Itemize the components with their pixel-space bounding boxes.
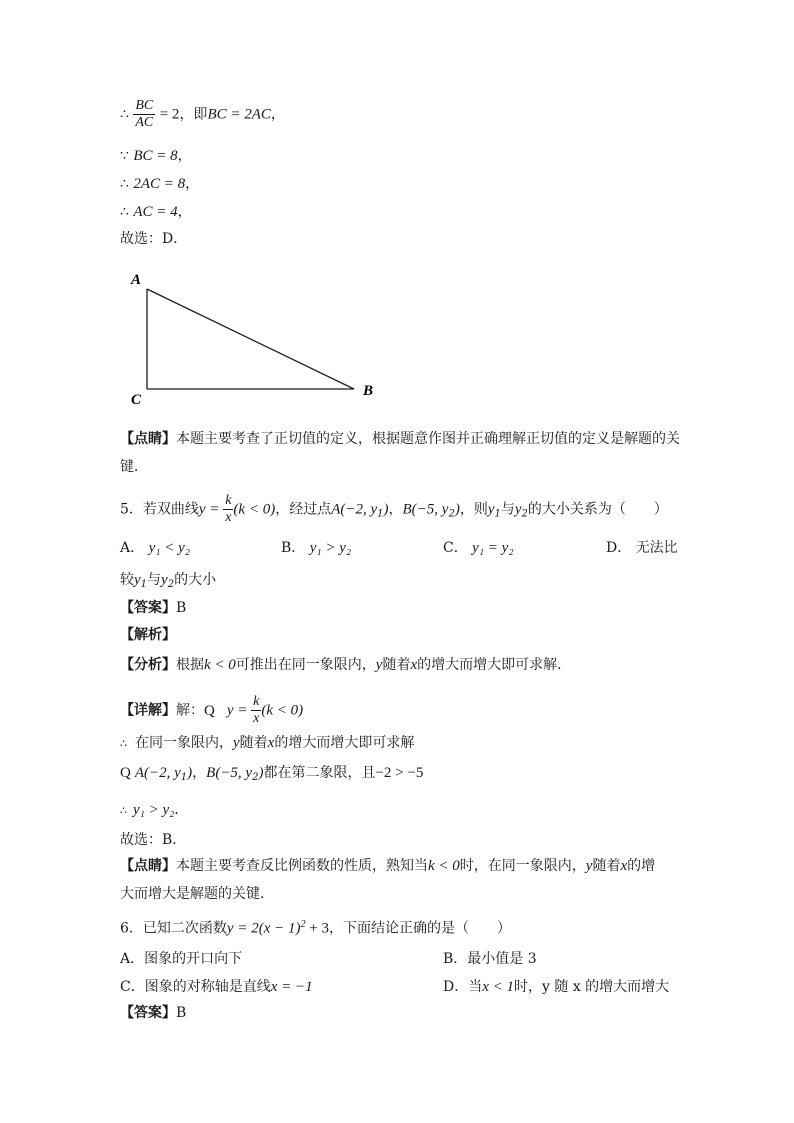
text: 6．已知二次函数 xyxy=(120,920,227,937)
equation-bc-8: BC = 8 xyxy=(133,148,178,164)
q5-option-d[interactable] xyxy=(606,538,678,558)
text: 随着 xyxy=(382,657,411,673)
subscript: 2 xyxy=(252,772,259,783)
detail-fraction-k-over-x xyxy=(251,694,261,727)
q5-stem-text: 与 xyxy=(500,501,515,518)
equals-two: = 2 xyxy=(159,106,180,123)
var-x: x xyxy=(267,735,275,751)
q6-stem xyxy=(120,915,511,939)
text: 较 xyxy=(120,572,134,588)
q5-option-d-continued xyxy=(120,570,216,595)
because-glyph: Q xyxy=(120,765,131,781)
var-x: x xyxy=(620,858,628,874)
answer-value: B xyxy=(176,1005,187,1021)
q5-option-a[interactable] xyxy=(120,538,190,558)
math: x = −1 xyxy=(270,979,313,995)
comment-line-2: 键． xyxy=(120,459,148,475)
text: 随着 xyxy=(239,735,268,751)
var-y: y xyxy=(585,858,593,874)
comment-tag: 【点睛】 xyxy=(120,431,176,447)
comma: ， xyxy=(192,765,207,781)
option-value: y₁ > y₂ xyxy=(309,540,352,556)
fraction-numerator: k xyxy=(225,493,232,508)
fraction-numerator: BC xyxy=(135,98,154,113)
subscript: 2 xyxy=(448,508,455,520)
punctuation: ， xyxy=(270,106,285,123)
exponent: 2 xyxy=(300,919,306,930)
subscript: 1 xyxy=(140,579,148,590)
q5-point-a: A(−2, y xyxy=(331,501,378,518)
text: 时，y 随 x 的增大而增大 xyxy=(514,979,670,995)
vertex-label-a: A xyxy=(131,272,142,288)
q5-choose: 故选：B． xyxy=(120,832,187,848)
q5-answer xyxy=(120,598,186,618)
vertex-label-b: B xyxy=(363,383,374,399)
vertex-label-c: C xyxy=(131,392,142,408)
text: ，下面结论正确的是（ ） xyxy=(328,920,511,937)
analysis-tag: 【解析】 xyxy=(120,627,176,643)
text: 本题主要考查反比例函数的性质，熟知当 xyxy=(176,858,428,874)
q6-option-c[interactable] xyxy=(120,977,313,997)
option-value: y₁ < y₂ xyxy=(148,540,190,556)
q5-step-4 xyxy=(120,800,188,821)
option-label: C． xyxy=(443,540,468,556)
fraction-numerator: k xyxy=(253,694,260,709)
math-k-lt-0: k < 0 xyxy=(428,858,460,874)
text: 根据 xyxy=(176,657,204,673)
q5-option-c[interactable] xyxy=(443,538,514,558)
q6-option-d[interactable] xyxy=(443,977,669,997)
answer-line-d: 故选：D． xyxy=(120,231,188,247)
paren: ) xyxy=(258,765,264,781)
q6-option-b[interactable]: B．最小值是 3 xyxy=(443,951,537,967)
equation-bc-2ac: BC = 2AC xyxy=(207,106,271,123)
point-a: A(−2, y xyxy=(134,765,181,781)
connector-text: ，即 xyxy=(179,106,208,123)
option-value: 无法比 xyxy=(635,540,678,556)
var-y1: y xyxy=(487,501,495,518)
q5-eq-y: y = xyxy=(198,501,224,518)
detail-tag: 【详解】 xyxy=(120,702,176,719)
eq-part: y = 2 xyxy=(226,920,259,937)
text: 可推出在同一象限内， xyxy=(235,657,376,673)
comment-text: 本题主要考查了正切值的定义，根据题意作图并正确理解正切值的定义是解题的关 xyxy=(176,431,680,447)
fraction-denominator: x xyxy=(253,711,260,726)
var-y2: y xyxy=(161,572,168,588)
q5-step-2 xyxy=(120,733,414,754)
dianjing-tag: 【点睛】 xyxy=(120,858,176,874)
subscript: 2 xyxy=(167,579,175,590)
text: 的大小 xyxy=(174,572,217,588)
q6-answer xyxy=(120,1003,186,1023)
option-label: B． xyxy=(281,540,306,556)
var-y1: y xyxy=(134,572,141,588)
text: 随着 xyxy=(592,858,621,874)
q5-dianjing-line-2: 大而增大是解题的关键． xyxy=(120,886,274,902)
q5-step-3 xyxy=(120,763,423,788)
answer-tag: 【答案】 xyxy=(120,600,176,616)
option-value: y₁ = y₂ xyxy=(472,540,514,556)
text: 的增 xyxy=(627,858,656,874)
because-glyph: Q xyxy=(204,702,215,719)
q5-stem-text: ，经过点 xyxy=(275,501,332,518)
q5-condition: (k < 0) xyxy=(233,501,276,518)
text: 与 xyxy=(147,572,162,588)
q5-stem-text: 5．若双曲线 xyxy=(120,501,199,518)
punctuation: ， xyxy=(177,148,192,164)
q5-stem-text: 的大小关系为（ ） xyxy=(527,501,668,518)
text: 都在第二象限，且 xyxy=(263,765,376,781)
answer-tag: 【答案】 xyxy=(120,1005,176,1021)
q5-analysis-tag xyxy=(120,625,176,645)
point-b: B(−5, y xyxy=(206,765,253,781)
therefore-symbol: ∴ xyxy=(120,106,129,123)
therefore-symbol: ∴ xyxy=(120,176,129,192)
q5-detail xyxy=(120,694,303,727)
condition: (k < 0) xyxy=(261,702,304,719)
q5-point-b: B(−5, y xyxy=(402,501,449,518)
because-symbol: ∵ xyxy=(120,148,129,164)
comma: ， xyxy=(388,501,403,518)
text: 在同一象限内， xyxy=(135,735,233,751)
q5-fenxi xyxy=(120,655,571,675)
var-y2: y xyxy=(514,501,522,518)
subscript: 1 xyxy=(377,508,384,520)
subscript: 1 xyxy=(180,772,188,783)
option-label: D． xyxy=(606,540,632,556)
var-x: x xyxy=(410,657,418,673)
fraction-denominator: x xyxy=(225,510,232,525)
fenxi-tag: 【分析】 xyxy=(120,657,176,673)
q5-stem xyxy=(120,493,668,526)
therefore-symbol: ∴ xyxy=(120,737,127,750)
equation-2ac-8: 2AC = 8 xyxy=(133,176,186,192)
paren: ) xyxy=(454,501,460,518)
equation-ac-4: AC = 4 xyxy=(133,204,178,220)
side-ab xyxy=(147,289,354,389)
q5-fraction-k-over-x xyxy=(223,493,233,526)
var-y: y xyxy=(233,735,240,751)
eq-part: (x − 1) xyxy=(258,920,301,937)
var-y: y xyxy=(375,657,383,673)
inequality: −2 > −5 xyxy=(375,765,424,781)
punctuation: ． xyxy=(174,802,189,818)
subscript: 1 xyxy=(494,508,501,520)
punctuation: ， xyxy=(177,204,192,220)
text: D．当 xyxy=(443,979,483,995)
q5-option-b[interactable] xyxy=(281,538,351,558)
punctuation: ， xyxy=(185,176,200,192)
eq-y: y = xyxy=(226,702,252,719)
paren: ) xyxy=(187,765,193,781)
q6-option-a[interactable]: A．图象的开口向下 xyxy=(120,951,243,967)
text: 解： xyxy=(176,702,204,719)
result: y₁ > y₂ xyxy=(133,802,175,818)
text: 的增大而增大即可求解． xyxy=(417,657,572,673)
math: x < 1 xyxy=(482,979,515,995)
paren: ) xyxy=(383,501,389,518)
text: 时，在同一象限内， xyxy=(459,858,586,874)
therefore-symbol: ∴ xyxy=(120,804,127,817)
answer-value: B xyxy=(176,600,187,616)
therefore-symbol: ∴ xyxy=(120,204,129,220)
math-k-lt-0: k < 0 xyxy=(204,657,236,673)
subscript: 2 xyxy=(521,508,528,520)
text: C．图象的对称轴是直线 xyxy=(120,979,271,995)
fraction-denominator: AC xyxy=(135,115,154,130)
eq-part: + 3 xyxy=(305,920,329,937)
comment-line-1 xyxy=(120,429,680,449)
q5-dianjing-line-1 xyxy=(120,856,655,876)
option-label: A． xyxy=(120,540,145,556)
text: 的增大而增大即可求解 xyxy=(274,735,415,751)
q5-stem-text: ，则 xyxy=(459,501,488,518)
